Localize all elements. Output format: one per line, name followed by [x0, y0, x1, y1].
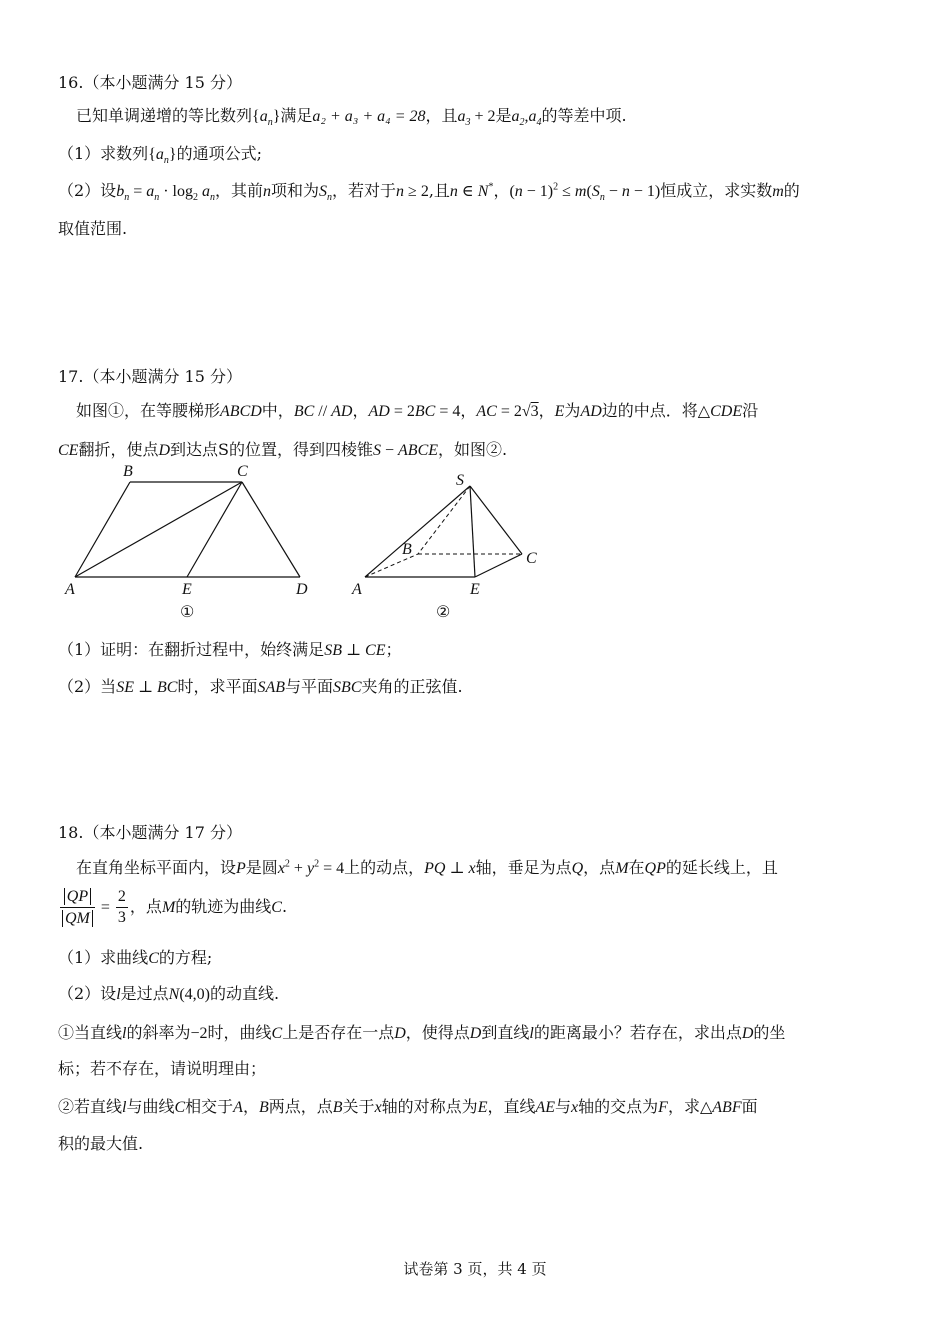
- segment-SB-hidden: [418, 486, 470, 554]
- q18-sub2: ②若直线l与曲线C相交于A，B两点，点B关于x轴的对称点为E，直线AE与x轴的交点为F，求△ABF面: [58, 1097, 758, 1116]
- q18-stem: 在直角坐标平面内，设P是圆$x^2 + y^2 = 4$上的动点，PQ ⊥ x轴，垂足为点Q，点M在QP的延长线上，且: [76, 858, 778, 877]
- q18-part1: （1）求曲线C的方程;: [58, 948, 213, 967]
- segment-SE: [470, 486, 475, 577]
- figure-pyramid: [340, 462, 555, 622]
- fig2-label-C: C: [526, 550, 537, 567]
- fig1-label-D: D: [296, 581, 308, 598]
- q17-stem-cont: CE翻折，使点D到达点S的位置，得到四棱锥S − ABCE，如图②.: [58, 440, 508, 459]
- segment-EC: [475, 554, 522, 577]
- fig2-caption: ②: [436, 604, 451, 621]
- segment-SA: [365, 486, 470, 577]
- fig1-label-C: C: [237, 463, 248, 480]
- value-fraction: $\frac{2}{3}$: [117, 888, 126, 926]
- fig2-label-B: B: [402, 541, 412, 558]
- q17-heading: 17.（本小题满分 15 分）: [58, 367, 242, 386]
- fig1-label-E: E: [182, 581, 192, 598]
- segment-SC: [470, 486, 522, 554]
- q17-part1: （1）证明：在翻折过程中，始终满足SB ⊥ CE；: [58, 640, 402, 659]
- segment-CD: [242, 482, 300, 577]
- q18-heading: 18.（本小题满分 17 分）: [58, 823, 242, 842]
- fig2-label-S: S: [456, 472, 464, 489]
- fig1-label-B: B: [123, 463, 133, 480]
- q17-part2: （2）当SE ⊥ BC时，求平面SAB与平面SBC夹角的正弦值.: [58, 677, 463, 696]
- ratio-fraction: $\frac{QP}{QM}$: [60, 886, 95, 929]
- q17-stem: 如图①，在等腰梯形ABCD中，BC // AD，AD = 2BC = 4，AC = 2√3，E为AD边的中点．将△CDE沿: [76, 401, 759, 420]
- q16-part1: （1）求数列$\{a_n\}$的通项公式;: [58, 144, 262, 167]
- q16-stem: 已知单调递增的等比数列$\{a_n\}$满足a₂ + a₃ + a₄ = 28，且$a_3 + 2$是$a_2,a_4$的等差中项.: [76, 106, 627, 129]
- fig1-label-A: A: [65, 581, 75, 598]
- q16-heading: 16.（本小题满分 15 分）: [58, 73, 242, 92]
- fig1-caption: ①: [180, 604, 195, 621]
- segment-AC: [75, 482, 242, 577]
- segment-CE: [187, 482, 242, 577]
- q18-sub1-cont: 标；若不存在，请说明理由；: [58, 1059, 267, 1078]
- q18-part2: （2）设l是过点N(4,0)的动直线.: [58, 984, 280, 1003]
- q16-part2: （2）设$b_n = a_n \cdot \log_2 a_n$，其前n项和为$S_n$，若对于n ≥ 2,且n ∈ N*，$(n - 1)^2 \le m(S_n - n - 1)$恒成立，求实数m的: [58, 181, 800, 204]
- q18-sub1: ①当直线l的斜率为−2时，曲线C上是否存在一点D，使得点D到直线l的距离最小？若存在，求出点D的坐: [58, 1023, 786, 1042]
- q18-stem-cont: $\frac{QP}{QM}$ = $\frac{2}{3}$ ，点M的轨迹为曲线C.: [58, 886, 287, 929]
- q18-sub2-cont: 积的最大值.: [58, 1134, 144, 1153]
- page-footer: 试卷第 3 页，共 4 页: [403, 1260, 547, 1278]
- fig2-label-E: E: [470, 581, 480, 598]
- q16-part2-cont: 取值范围.: [58, 219, 128, 238]
- fig2-label-A: A: [352, 581, 362, 598]
- segment-AB: [75, 482, 130, 577]
- figure-trapezoid: [55, 462, 325, 622]
